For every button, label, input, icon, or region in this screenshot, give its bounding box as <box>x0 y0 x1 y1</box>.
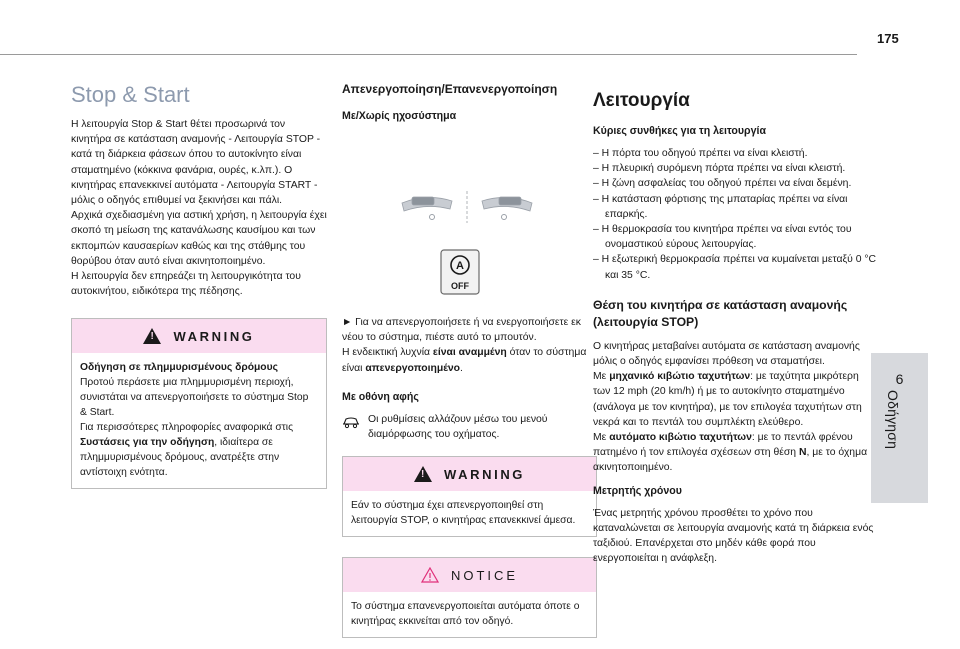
warning-subtitle: Οδήγηση σε πλημμυρισμένους δρόμους <box>80 362 278 374</box>
paragraph: Ο κινητήρας μεταβαίνει αυτόματα σε κατάσταση αναμονής μόλις ο οδηγός εμφανίσει πρόθεση να σταματήσει. <box>593 340 860 368</box>
chapter-number: 6 <box>895 371 904 387</box>
warning-box <box>342 456 597 537</box>
top-rule <box>0 54 857 55</box>
notice-body <box>343 592 596 637</box>
paragraph: Ένας μετρητής χρόνου προσθέτει το χρόνο που καταναλώνεται σε λειτουργία αναμονής κατά τη διάρκεια ενός ταξιδιού. Επανέρχεται στο μηδέν κάθε φορά που ενεργοποιείται η ανάφλεξη. <box>593 507 874 565</box>
list-item: – Η πόρτα του οδηγού πρέπει να είναι κλειστή. <box>593 148 808 159</box>
warning-body <box>343 491 596 536</box>
warning-box <box>71 318 327 489</box>
list-item: – Η θερμοκρασία του κινητήρα πρέπει να είναι εντός του ονομαστικού εύρους λειτουργίας. <box>593 224 852 251</box>
chapter-label: Οδήγηση <box>885 390 901 450</box>
subsection-title: Κύριες συνθήκες για τη λειτουργία <box>593 125 766 137</box>
column-deactivation <box>342 82 597 638</box>
warning-icon: ! <box>414 466 432 482</box>
off-label: OFF <box>451 281 469 291</box>
svg-text:A: A <box>456 260 464 272</box>
warning-title: WARNING <box>443 466 526 482</box>
paragraph: Η λειτουργία δεν επηρεάζει τη λειτουργικότητα του αυτοκινήτου, ειδικότερα της πέδησης. <box>71 271 301 298</box>
subsection-title: Με/Χωρίς ηχοσύστημα <box>342 110 457 122</box>
notice-icon <box>421 567 439 583</box>
paragraph: Οι ρυθμίσεις αλλάζουν μέσω του μενού διαμόρφωσης του οχήματος. <box>368 413 548 441</box>
page-number: 175 <box>877 31 899 46</box>
notice-title: NOTICE <box>450 567 519 583</box>
button-illustration <box>342 131 597 291</box>
paragraph: Με μηχανικό κιβώτιο ταχυτήτων: με ταχύτητα μικρότερη των 12 mph (20 km/h) ή με το αυτοκίνητο σταματημένο (ανάλογα με τον κινητήρα), με τον επιλογέα ταχυτήτων στη νεκρά και το πεντάλ του συμπλέκτη ελεύθερο. <box>593 371 862 428</box>
touchscreen-note <box>342 412 597 442</box>
dashboard-icon <box>342 131 552 249</box>
paragraph: Η λειτουργία Stop & Start θέτει προσωρινά τον κινητήρα σε κατάσταση αναμονής - Λειτουργία STOP - κατά τη διάρκεια φάσεων όπου το αυτοκίνητο είναι σταματημένο (κόκκινα φανάρια, ουρές, κ.λπ.). Ο κινητήρας επανεκκινεί αυτόματα - Λειτουργία START - μόλις ο οδηγός επιθυμεί να ξεκινήσει και πάλι. <box>71 119 321 207</box>
warning-text: Για περισσότερες πληροφορίες αναφορικά στις Συστάσεις για την οδήγηση, ιδιαίτερα σε πλημμυρισμένους δρόμους, ανατρέξτε στην αντίστοιχη ενότητα. <box>80 422 294 479</box>
warning-header <box>343 457 596 491</box>
subsection-title: Θέση του κινητήρα σε κατάσταση αναμονής (λειτουργία STOP) <box>593 297 848 329</box>
notice-box <box>342 557 597 638</box>
list-item: – Η ζώνη ασφαλείας του οδηγού πρέπει να είναι δεμένη. <box>593 178 852 190</box>
vehicle-settings-icon <box>342 414 360 430</box>
conditions-list <box>593 146 877 283</box>
warning-text: Προτού περάσετε μια πλημμυρισμένη περιοχή, συνιστάται να απενεργοποιήσετε το σύστημα Stop & Start. <box>80 377 309 419</box>
column-operation <box>593 82 877 566</box>
warning-title: WARNING <box>173 328 255 344</box>
section-title: Απενεργοποίηση/Επανενεργοποίηση <box>342 82 558 96</box>
list-item: – Η πλευρική συρόμενη πόρτα πρέπει να είναι κλειστή. <box>593 163 846 175</box>
notice-header <box>343 558 596 592</box>
paragraph: Η ενδεικτική λυχνία είναι αναμμένη όταν το σύστημα είναι απενεργοποιημένο. <box>342 347 587 374</box>
paragraph: Με αυτόματο κιβώτιο ταχυτήτων: με το πεντάλ φρένου πατημένο ή τον επιλογέα σχέσεων στη θέση N, με το όχημα ακινητοποιημένο. <box>593 432 868 474</box>
paragraph: Αρχικά σχεδιασμένη για αστική χρήση, η λειτουργία έχει σκοπό τη μείωση της κατανάλωσης καυσίμου και των εκπομπών καυσαερίων καθώς και της στάθμης του θορύβου όταν αυτό είναι ακινητοποιημένο. <box>71 210 327 267</box>
section-title: Stop & Start <box>71 82 190 107</box>
column-stop-start <box>71 82 327 489</box>
subsection-title: Με οθόνη αφής <box>342 390 419 403</box>
list-item: – Η εξωτερική θερμοκρασία πρέπει να κυμαίνεται μεταξύ 0 °C και 35 °C. <box>593 254 877 281</box>
subsection-title: Μετρητής χρόνου <box>593 484 682 497</box>
warning-icon: ! <box>143 328 161 344</box>
warning-text: Εάν το σύστημα έχει απενεργοποιηθεί στη λειτουργία STOP, ο κινητήρας επανεκκινεί άμεσα. <box>351 500 576 527</box>
warning-body <box>72 353 326 488</box>
warning-header <box>72 319 326 353</box>
notice-text: Το σύστημα επανενεργοποιείται αυτόματα όποτε ο κινητήρας εκκινείται από τον οδηγό. <box>351 601 580 628</box>
paragraph: ► Για να απενεργοποιήσετε ή να ενεργοποιήσετε εκ νέου το σύστημα, πιέστε αυτό το μπουτόν. <box>342 317 582 344</box>
section-title: Λειτουργία <box>593 90 690 111</box>
list-item: – Η κατάσταση φόρτισης της μπαταρίας πρέπει να είναι επαρκής. <box>593 193 848 220</box>
